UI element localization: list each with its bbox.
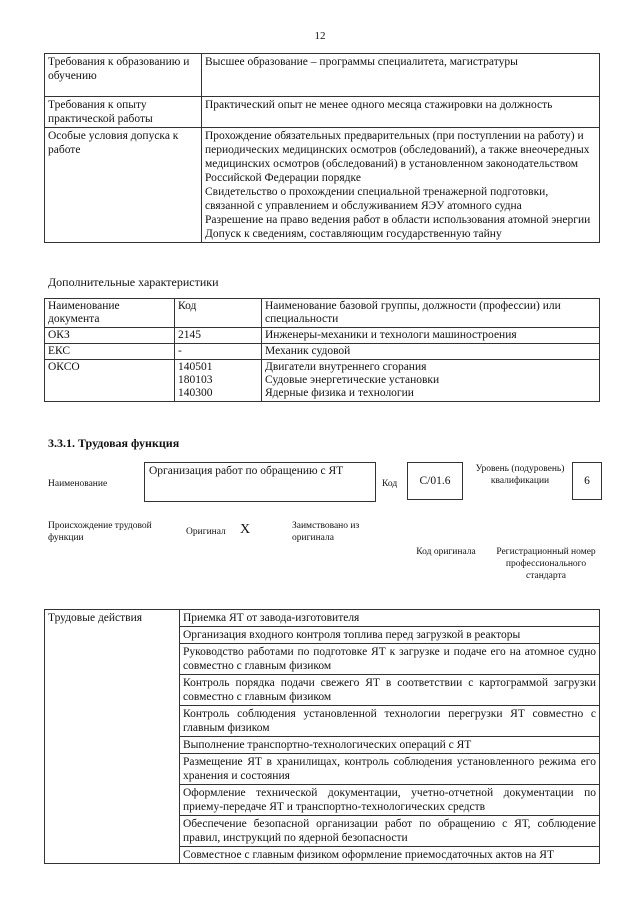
section-title: 3.3.1. Трудовая функция: [48, 436, 180, 450]
table-row: [45, 328, 600, 344]
code-label: Код: [382, 479, 398, 489]
name-line: Судовые энергетические установки: [265, 374, 440, 386]
code-cell: 2145: [175, 328, 262, 344]
action-item: Выполнение транспортно-технологических операций с ЯТ: [180, 737, 600, 754]
reg-number-label: Регистрационный номер профессионального стандарта: [496, 547, 596, 581]
code-line: 140300: [178, 387, 213, 399]
name-line: Двигатели внутреннего сгорания: [265, 361, 427, 373]
table-row: [45, 97, 600, 128]
header-code: Код: [175, 299, 262, 328]
table-row: [45, 360, 600, 402]
action-item: Организация входного контроля топлива перед загрузкой в реакторы: [180, 627, 600, 644]
table-row: [45, 54, 600, 97]
code-original-label: Код оригинала: [416, 547, 476, 557]
header-doc: Наименование документа: [45, 299, 175, 328]
code-line: 180103: [178, 374, 213, 386]
function-name-box: Организация работ по обращению с ЯТ: [144, 462, 376, 502]
function-code-box: С/01.6: [407, 462, 463, 500]
action-item: Обеспечение безопасной организации работ по обращению с ЯТ, соблюдение правил, инструкций по ядерной безопасности: [180, 816, 600, 847]
doc-cell: ЕКС: [45, 344, 175, 360]
action-item: Оформление технической документации, учетно-отчетной документации по приему-передаче ЯТ и транспортно-технологических средств: [180, 785, 600, 816]
name-line: Ядерные физика и технологии: [265, 387, 414, 399]
table-row: [45, 128, 600, 243]
table-row: [45, 344, 600, 360]
doc-cell: ОКЗ: [45, 328, 175, 344]
code-line: 140501: [178, 361, 213, 373]
req-value: [202, 128, 600, 243]
doc-cell: ОКСО: [45, 360, 175, 402]
header-name: Наименование базовой группы, должности (профессии) или специальности: [262, 299, 600, 328]
action-item: Размещение ЯТ в хранилищах, контроль соблюдения установленного режима его хранения и состояния: [180, 754, 600, 785]
requirements-table: [44, 53, 600, 243]
table-row: [45, 610, 600, 627]
req-value: Практический опыт не менее одного месяца стажировки на должность: [202, 97, 600, 128]
req-label: Особые условия допуска к работе: [45, 128, 202, 243]
borrowed-label: Заимствовано из оригинала: [292, 521, 360, 543]
req-line: Прохождение обязательных предварительных (при поступлении на работу) и периодических медицинских осмотров (обследований), а также внеочередных медицинских осмотров (обследований) в установленном законодательством Российской Федерации порядке: [205, 130, 590, 184]
action-item: Приемка ЯТ от завода-изготовителя: [180, 610, 600, 627]
page-number: 12: [314, 30, 326, 42]
action-item: Контроль порядка подачи свежего ЯТ в соответствии с картограммой загрузки совместно с главным физиком: [180, 675, 600, 706]
req-value: Высшее образование – программы специалитета, магистратуры: [202, 54, 600, 97]
original-mark: X: [240, 522, 251, 537]
action-item: Совместное с главным физиком оформление приемосдаточных актов на ЯТ: [180, 847, 600, 864]
req-line: Допуск к сведениям, составляющим государственную тайну: [205, 228, 502, 240]
name-cell: Механик судовой: [262, 344, 600, 360]
additional-table: [44, 298, 600, 402]
additional-title: Дополнительные характеристики: [48, 275, 219, 289]
req-line: Свидетельство о прохождении специальной тренажерной подготовки, связанной с управлением и обслуживанием ЯЭУ атомного судна: [205, 186, 549, 212]
req-label: Требования к образованию и обучению: [45, 54, 202, 97]
action-item: Руководство работами по подготовке ЯТ к загрузке и подаче его на атомное судно совместно с главным физиком: [180, 644, 600, 675]
table-row: [45, 299, 600, 328]
req-line: Разрешение на право ведения работ в области использования атомной энергии: [205, 214, 591, 226]
name-cell: Инженеры-механики и технологи машиностроения: [262, 328, 600, 344]
actions-table: [44, 609, 600, 864]
action-item: Контроль соблюдения установленной технологии перегрузки ЯТ совместно с главным физиком: [180, 706, 600, 737]
name-cell: [262, 360, 600, 402]
level-label: Уровень (подуровень) квалификации: [475, 464, 565, 486]
original-label: Оригинал: [186, 527, 226, 537]
code-cell: [175, 360, 262, 402]
origin-label: Происхождение трудовой функции: [48, 521, 152, 543]
actions-label: Трудовые действия: [45, 610, 180, 864]
level-box: 6: [572, 462, 602, 500]
code-cell: -: [175, 344, 262, 360]
req-label: Требования к опыту практической работы: [45, 97, 202, 128]
name-label: Наименование: [48, 479, 108, 489]
